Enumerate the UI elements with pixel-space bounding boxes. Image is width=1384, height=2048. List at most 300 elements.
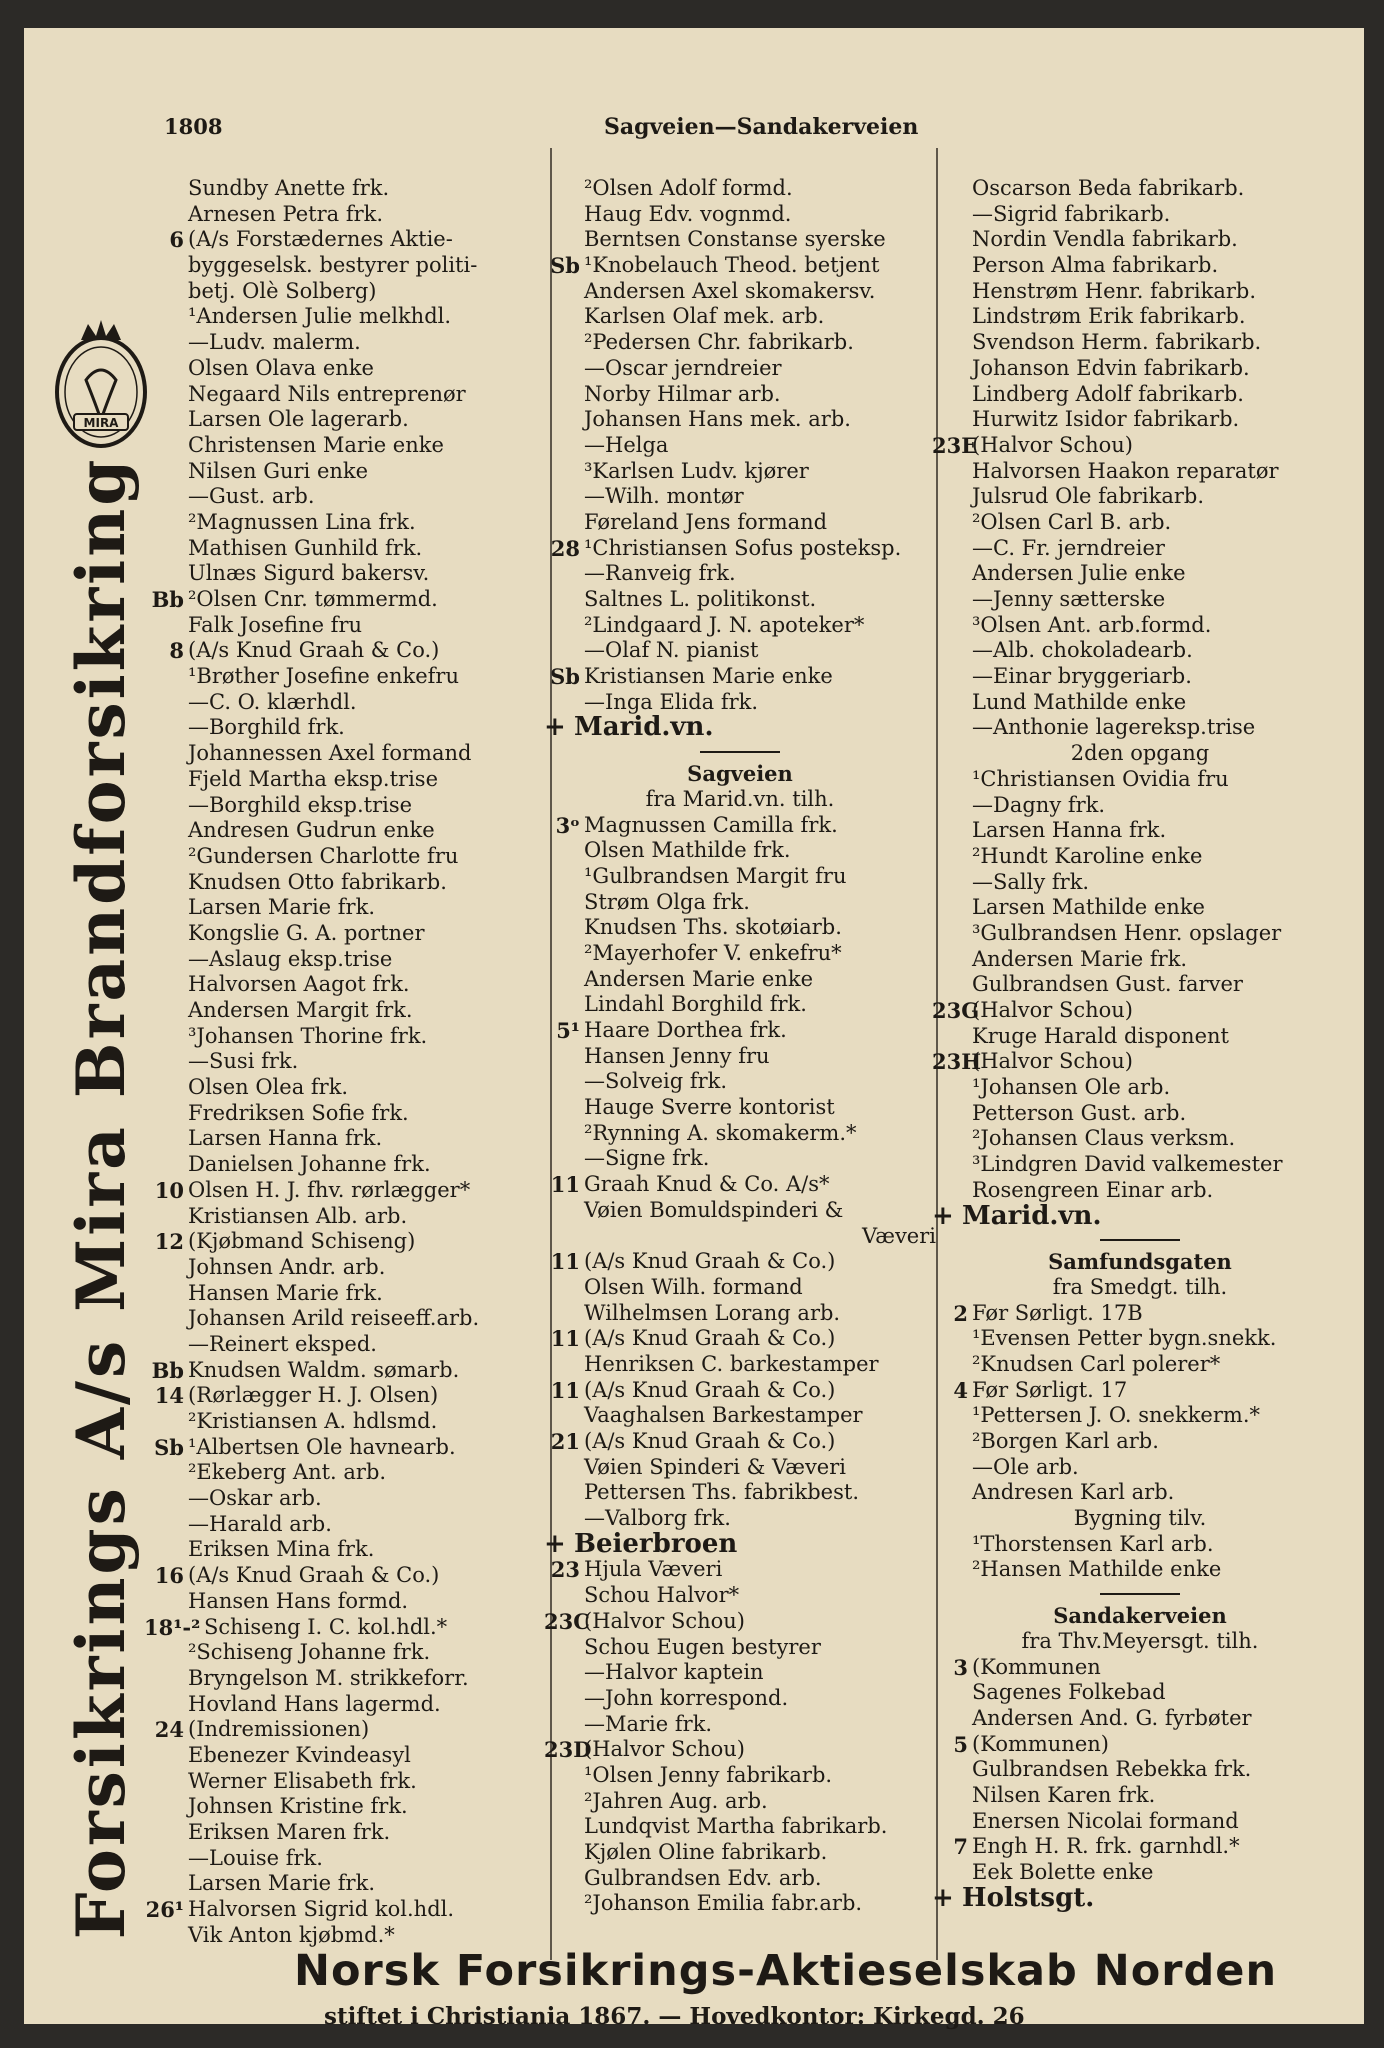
entry-text: Hansen Marie frk.	[188, 1280, 383, 1305]
directory-entry	[544, 587, 936, 613]
house-number	[144, 536, 188, 562]
directory-entry	[144, 972, 544, 998]
entry-text: Danielsen Johanne frk.	[188, 1152, 431, 1177]
directory-entry	[932, 1455, 1348, 1481]
house-number	[144, 741, 188, 767]
house-number	[144, 484, 188, 510]
directory-entry	[544, 202, 936, 228]
directory-entry	[932, 330, 1348, 356]
directory-entry	[932, 818, 1348, 844]
directory-entry	[144, 1075, 544, 1101]
entry-text: Lindstrøm Erik fabrikarb.	[972, 304, 1246, 329]
entry-text: ²Olsen Adolf formd.	[584, 176, 793, 200]
entry-text: Før Sørligt. 17	[972, 1377, 1128, 1402]
entry-text: —Harald arb.	[188, 1511, 332, 1536]
house-number	[144, 818, 188, 844]
house-number	[544, 330, 584, 356]
entry-text: Vøien Bomuldspinderi &	[584, 1197, 844, 1222]
house-number	[544, 279, 584, 305]
house-number	[544, 941, 584, 967]
entry-text: (Rørlægger H. J. Olsen)	[188, 1383, 439, 1408]
directory-entry	[544, 176, 936, 202]
entry-text: Olsen Wilh. formand	[584, 1274, 803, 1299]
entry-text: Oscarson Beda fabrikarb.	[972, 176, 1245, 200]
street-heading	[544, 761, 936, 787]
entry-text: —Ranveig frk.	[584, 561, 736, 586]
entry-text: Knudsen Waldm. sømarb.	[188, 1357, 460, 1382]
house-number	[544, 1301, 584, 1327]
house-number: 5	[953, 1731, 968, 1757]
directory-entry	[144, 561, 544, 587]
directory-entry	[544, 1583, 936, 1609]
entry-text: Olsen Olava enke	[188, 355, 374, 380]
directory-entry	[144, 1460, 544, 1486]
directory-entry	[144, 1101, 544, 1127]
house-number	[144, 1126, 188, 1152]
entry-text: (Halvor Schou)	[972, 1049, 1133, 1074]
street-subheading	[932, 1629, 1348, 1655]
entry-text: (A/s Knud Graah & Co.)	[188, 1563, 440, 1588]
entry-text: (Halvor Schou)	[972, 998, 1133, 1022]
directory-entry	[544, 864, 936, 890]
house-number	[144, 202, 188, 228]
directory-entry	[544, 253, 936, 279]
entry-text: betj. Olè Solberg)	[188, 278, 377, 303]
directory-entry	[932, 1126, 1348, 1152]
entry-text: Engh H. R. frk. garnhdl.*	[972, 1834, 1240, 1859]
house-number: 28	[550, 535, 580, 561]
directory-entry	[932, 587, 1348, 613]
entry-text: Pettersen Ths. fabrikbest.	[584, 1480, 859, 1505]
entry-text: Werner Elisabeth frk.	[188, 1768, 417, 1793]
entry-text: Hurwitz Isidor fabrikarb.	[972, 407, 1240, 432]
directory-entry	[144, 1409, 544, 1435]
house-number	[544, 304, 584, 330]
entry-text: Andresen Karl arb.	[972, 1480, 1175, 1505]
house-number	[544, 1069, 584, 1095]
line-text: Beierbroen	[574, 1528, 738, 1559]
directory-entry	[144, 613, 544, 639]
directory-entry	[144, 844, 544, 870]
house-number	[544, 1044, 584, 1070]
entry-text: Person Alma fabrikarb.	[972, 253, 1219, 278]
house-number	[544, 356, 584, 382]
house-number	[144, 1075, 188, 1101]
directory-entry	[144, 1358, 544, 1384]
house-number	[144, 870, 188, 896]
entry-text: Johnsen Kristine frk.	[188, 1794, 408, 1819]
entry-text: ¹Olsen Jenny fabrikarb.	[584, 1762, 833, 1787]
directory-entry	[544, 664, 936, 690]
house-number	[932, 1326, 972, 1352]
line-text: Marid.vn.	[962, 1200, 1102, 1231]
directory-entry	[932, 1352, 1348, 1378]
house-number	[144, 382, 188, 408]
cross-street-row	[544, 1528, 738, 1559]
directory-entry	[144, 1871, 544, 1897]
entry-text: Lindberg Adolf fabrikarb.	[972, 381, 1244, 406]
house-number: 8	[169, 638, 184, 664]
directory-entry	[144, 484, 544, 510]
house-number	[144, 407, 188, 433]
directory-entry	[544, 1301, 936, 1327]
house-number	[544, 202, 584, 228]
entry-text: Hovland Hans lagermd.	[188, 1691, 441, 1716]
directory-entry	[144, 1126, 544, 1152]
entry-text: ²Hundt Karoline enke	[972, 843, 1203, 868]
directory-entry	[544, 279, 936, 305]
directory-entry	[544, 813, 936, 839]
house-number: 16	[154, 1563, 184, 1589]
directory-entry	[932, 356, 1348, 382]
directory-entry	[932, 972, 1348, 998]
directory-entry	[144, 587, 544, 613]
page-number: 1808	[164, 114, 223, 139]
house-number	[144, 1743, 188, 1769]
entry-text: —Ole arb.	[972, 1454, 1079, 1479]
directory-entry	[932, 510, 1348, 536]
house-number: 21	[550, 1429, 580, 1454]
house-number	[932, 1757, 972, 1783]
house-number	[932, 536, 972, 562]
directory-entry	[544, 1044, 936, 1070]
directory-entry	[932, 1783, 1348, 1809]
directory-entry	[932, 459, 1348, 485]
directory-entry	[544, 1763, 936, 1789]
directory-entry	[932, 202, 1348, 228]
directory-entry	[932, 1655, 1348, 1681]
entry-text: Haare Dorthea frk.	[584, 1018, 787, 1042]
entry-text: Andersen Margit frk.	[188, 998, 413, 1022]
entry-text: Larsen Marie frk.	[188, 895, 376, 920]
directory-entry	[544, 1891, 936, 1917]
directory-entry	[144, 1820, 544, 1846]
house-number	[932, 1557, 972, 1583]
section-divider	[700, 751, 780, 753]
house-number	[932, 1783, 972, 1809]
house-number	[144, 1589, 188, 1615]
house-number	[544, 838, 584, 864]
house-number	[144, 895, 188, 921]
house-number	[144, 664, 188, 690]
directory-entry	[544, 1018, 936, 1044]
house-number	[544, 864, 584, 890]
house-number	[144, 921, 188, 947]
directory-entry	[144, 1923, 544, 1949]
house-number	[932, 587, 972, 613]
entry-text: Hansen Jenny fru	[584, 1043, 770, 1068]
entry-text: —Reinert eksped.	[188, 1331, 377, 1356]
entry-text: (Indremissionen)	[188, 1717, 370, 1742]
line-text: Marid.vn.	[574, 712, 714, 743]
house-number	[144, 972, 188, 998]
directory-entry	[932, 433, 1348, 459]
entry-text: —Oskar arb.	[188, 1486, 322, 1511]
house-number: 24	[154, 1717, 184, 1743]
entry-text: Olsen H. J. fhv. rørlægger*	[188, 1177, 471, 1202]
house-number	[932, 793, 972, 819]
footer-subline: stiftet i Christiania 1867. — Hovedkontor: Kirkegd. 26	[324, 2003, 1025, 2030]
entry-text: Hjula Væveri	[584, 1557, 723, 1582]
entry-text: —Ludv. malerm.	[188, 330, 361, 355]
entry-text: Henstrøm Henr. fabrikarb.	[972, 278, 1256, 303]
directory-entry	[932, 1732, 1348, 1758]
entry-text: Eriksen Maren frk.	[188, 1820, 391, 1844]
house-number	[144, 1846, 188, 1872]
directory-entry	[144, 870, 544, 896]
house-number	[144, 1332, 188, 1358]
directory-entry	[932, 1480, 1348, 1506]
house-number: 11	[550, 1172, 580, 1198]
directory-entry	[144, 459, 544, 485]
house-number	[544, 915, 584, 941]
entry-text: Johansen Hans mek. arb.	[584, 407, 851, 432]
house-number	[932, 407, 972, 433]
house-number	[932, 1480, 972, 1506]
house-number: Sb	[550, 664, 580, 690]
directory-entry	[544, 510, 936, 536]
directory-entry	[932, 921, 1348, 947]
house-number	[932, 1532, 972, 1558]
house-number	[144, 690, 188, 716]
house-number: 2	[953, 1300, 968, 1326]
house-number	[932, 356, 972, 382]
house-number	[932, 870, 972, 896]
directory-entry	[544, 1326, 936, 1352]
entry-text: —Solveig frk.	[584, 1069, 728, 1094]
house-number: 10	[154, 1177, 184, 1203]
directory-entry	[544, 1480, 936, 1506]
directory-entry	[144, 1178, 544, 1204]
entry-text: Halvorsen Haakon reparatør	[972, 458, 1279, 483]
entry-text: ²Ekeberg Ant. arb.	[188, 1460, 387, 1485]
directory-entry	[544, 227, 936, 253]
directory-entry	[932, 1075, 1348, 1101]
directory-entry	[144, 1152, 544, 1178]
directory-entry	[544, 1121, 936, 1147]
house-number	[144, 1024, 188, 1050]
directory-entry	[544, 1095, 936, 1121]
house-number	[144, 1820, 188, 1846]
entry-text: —Valborg frk.	[584, 1506, 731, 1531]
house-number	[932, 715, 972, 741]
directory-entry	[932, 947, 1348, 973]
entry-text: Christensen Marie enke	[188, 432, 444, 457]
entry-text: Andersen Marie frk.	[972, 946, 1188, 971]
house-number	[932, 176, 972, 202]
house-number	[544, 638, 584, 664]
entry-text: ³Johansen Thorine frk.	[188, 1023, 428, 1048]
directory-entry	[144, 1563, 544, 1589]
entry-text: (Kommunen)	[972, 1731, 1109, 1756]
house-number	[544, 1635, 584, 1661]
house-number	[932, 304, 972, 330]
directory-entry	[544, 1224, 936, 1250]
house-number	[544, 1789, 584, 1815]
page-title: Sagveien—Sandakerveien	[604, 114, 919, 140]
entry-text: Strøm Olga frk.	[584, 889, 750, 914]
entry-text: ²Mayerhofer V. enkefru*	[584, 940, 842, 965]
entry-text: Hauge Sverre kontorist	[584, 1095, 835, 1120]
house-number	[932, 330, 972, 356]
house-number	[144, 715, 188, 741]
entry-text: Halvorsen Aagot frk.	[188, 972, 410, 997]
entry-text: ¹Gulbrandsen Margit fru	[584, 863, 847, 888]
house-number	[932, 1024, 972, 1050]
house-number	[144, 1152, 188, 1178]
entry-text: ³Karlsen Ludv. kjører	[584, 458, 809, 483]
entry-text: Kjølen Oline fabrikarb.	[584, 1840, 828, 1864]
house-number	[932, 818, 972, 844]
house-number: 3	[953, 1654, 968, 1680]
entry-text: —C. O. klærhdl.	[188, 689, 357, 714]
directory-entry	[544, 941, 936, 967]
directory-entry	[932, 561, 1348, 587]
house-number	[144, 561, 188, 587]
street-subheading	[932, 1275, 1348, 1301]
directory-entry	[544, 1840, 936, 1866]
directory-entry	[544, 356, 936, 382]
house-number: Sb	[550, 253, 580, 279]
house-number	[544, 1275, 584, 1301]
entry-text: ²Lindgaard J. N. apoteker*	[584, 612, 865, 637]
directory-entry	[144, 921, 544, 947]
directory-entry	[932, 793, 1348, 819]
entry-text: Gulbrandsen Rebekka frk.	[972, 1757, 1252, 1782]
house-number	[932, 561, 972, 587]
entry-text: Johnsen Andr. arb.	[188, 1254, 386, 1279]
directory-entry	[144, 356, 544, 382]
entry-text: ²Schiseng Johanne frk.	[188, 1640, 431, 1665]
street-heading	[932, 1249, 1348, 1275]
directory-entry	[544, 1866, 936, 1892]
house-number: 5¹	[556, 1018, 580, 1043]
house-number	[144, 1049, 188, 1075]
entry-text: Andersen Julie enke	[972, 561, 1186, 586]
house-number	[144, 1794, 188, 1820]
directory-entry	[932, 407, 1348, 433]
house-number	[544, 1840, 584, 1866]
directory-entry	[544, 1172, 936, 1198]
directory-entry	[144, 638, 544, 664]
directory-entry	[144, 382, 544, 408]
house-number	[144, 1871, 188, 1897]
house-number	[932, 1403, 972, 1429]
directory-entry	[932, 767, 1348, 793]
house-number	[544, 1198, 584, 1224]
line-text: fra Thv.Meyersgt. tilh.	[1021, 1628, 1259, 1653]
house-number	[544, 967, 584, 993]
entry-text: —Olaf N. pianist	[584, 638, 759, 663]
directory-entry	[544, 1737, 936, 1763]
house-number	[144, 1101, 188, 1127]
entry-text: Føreland Jens formand	[584, 509, 828, 534]
entry-text: Olsen Mathilde frk.	[584, 838, 791, 863]
cross-street-row	[932, 1882, 1095, 1913]
house-number	[932, 1455, 972, 1481]
entry-text: —Susi frk.	[188, 1049, 299, 1074]
house-number	[932, 1860, 972, 1886]
directory-entry	[932, 1024, 1348, 1050]
entry-text: Sundby Anette frk.	[188, 176, 390, 200]
directory-entry	[544, 407, 936, 433]
directory-entry	[544, 330, 936, 356]
house-number: 23G	[932, 998, 980, 1023]
entry-text: ¹Christiansen Ovidia fru	[972, 766, 1229, 791]
entry-text: —Jenny sætterske	[972, 587, 1166, 611]
house-number: 23D	[544, 1737, 592, 1763]
entry-text: ¹Knobelauch Theod. betjent	[584, 253, 880, 278]
directory-entry	[144, 1615, 544, 1641]
house-number	[932, 1680, 972, 1706]
seal-label: MIRA	[83, 416, 119, 430]
directory-entry	[144, 407, 544, 433]
entry-text: —Louise frk.	[188, 1845, 323, 1870]
house-number	[144, 433, 188, 459]
directory-entry	[932, 1706, 1348, 1732]
house-number	[544, 587, 584, 613]
house-number	[144, 613, 188, 639]
cross-street-row	[544, 712, 714, 743]
house-number	[144, 947, 188, 973]
directory-entry	[932, 664, 1348, 690]
house-number	[144, 1692, 188, 1718]
entry-text: Lundqvist Martha fabrikarb.	[584, 1814, 888, 1839]
entry-text: Magnussen Camilla frk.	[584, 812, 838, 837]
directory-entry	[144, 690, 544, 716]
entry-text: —John korrespond.	[584, 1685, 789, 1710]
entry-text: Negaard Nils entreprenør	[188, 381, 466, 406]
section-divider	[1100, 1593, 1180, 1595]
directory-entry	[932, 1680, 1348, 1706]
directory-entry	[144, 1512, 544, 1538]
directory-entry	[932, 484, 1348, 510]
house-number	[544, 1763, 584, 1789]
entry-text: ¹Evensen Petter bygn.snekk.	[972, 1326, 1277, 1351]
directory-entry	[932, 870, 1348, 896]
directory-entry	[144, 947, 544, 973]
house-number	[544, 484, 584, 510]
directory-entry	[932, 1809, 1348, 1835]
column-3	[932, 176, 1348, 1911]
footer-company-name: Norsk Forsikrings-Aktieselskab Norden	[294, 1946, 1278, 1996]
house-number	[144, 998, 188, 1024]
house-number	[544, 433, 584, 459]
house-number	[144, 767, 188, 793]
house-number	[144, 1204, 188, 1230]
entry-text: Larsen Mathilde enke	[972, 895, 1205, 920]
directory-entry	[144, 1640, 544, 1666]
entry-text: ²Kristiansen A. hdlsmd.	[188, 1409, 438, 1433]
house-number	[144, 330, 188, 356]
entry-text: —Borghild frk.	[188, 715, 345, 740]
house-number	[144, 793, 188, 819]
directory-entry	[932, 1178, 1348, 1204]
directory-entry	[144, 227, 544, 253]
entry-text: Vik Anton kjøbmd.*	[188, 1922, 395, 1947]
line-text: 2den opgang	[1070, 741, 1210, 766]
line-text: Væveri	[861, 1223, 936, 1248]
directory-entry	[144, 536, 544, 562]
house-number	[544, 1660, 584, 1686]
cross-street-icon: +	[544, 712, 566, 743]
entry-text: ¹Johansen Ole arb.	[972, 1075, 1171, 1100]
entry-text: Kristiansen Alb. arb.	[188, 1203, 408, 1228]
entry-text: Petterson Gust. arb.	[972, 1100, 1187, 1125]
house-number: 11	[550, 1377, 580, 1403]
entry-text: ²Rynning A. skomakerm.*	[584, 1120, 857, 1145]
house-number	[144, 1666, 188, 1692]
